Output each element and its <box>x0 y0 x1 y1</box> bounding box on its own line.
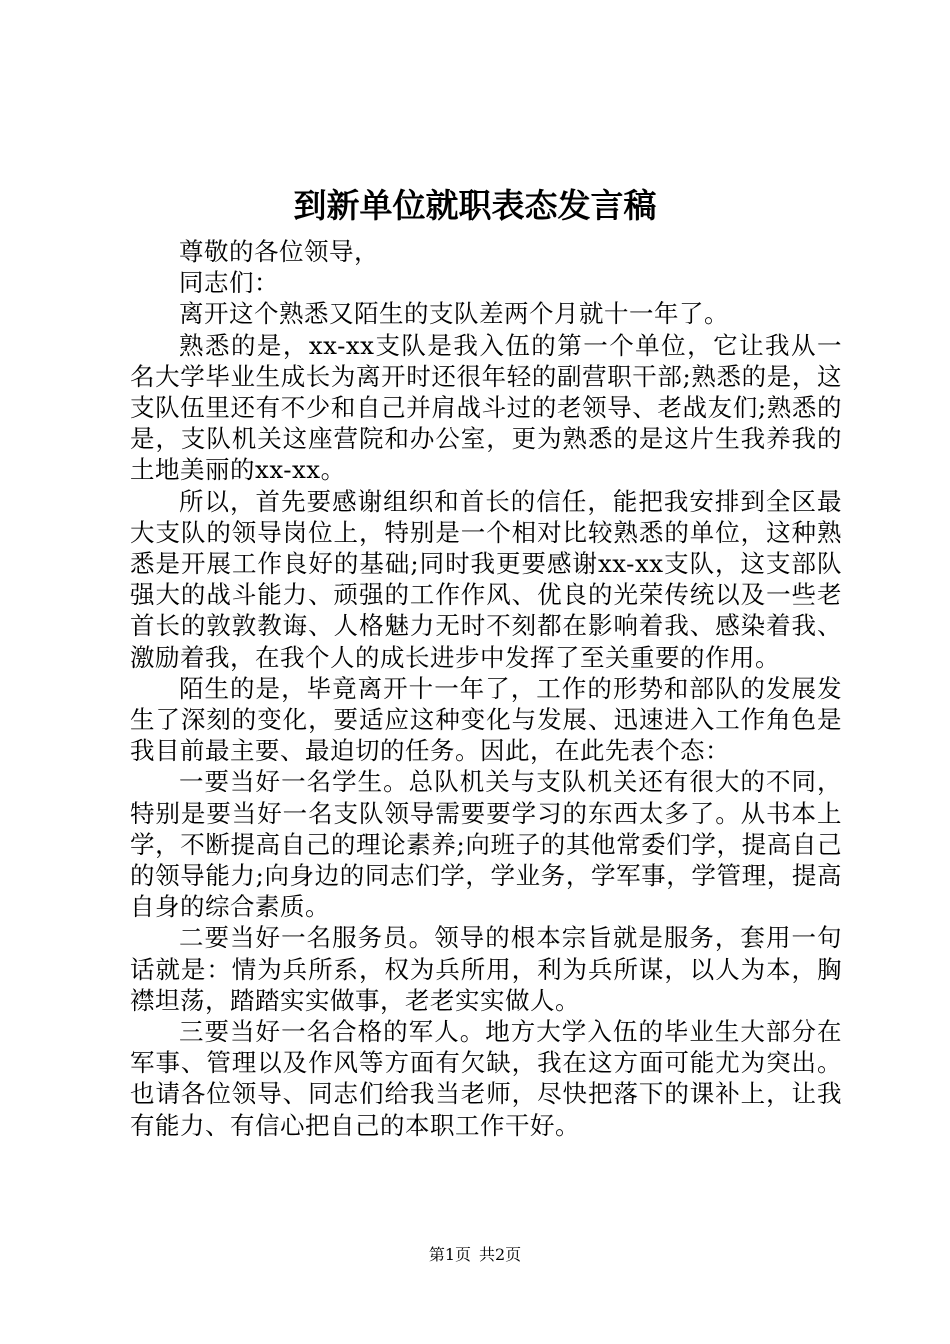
body-paragraph: 三要当好一名合格的军人。地方大学入伍的毕业生大部分在军事、管理以及作风等方面有欠缺，我在这方面可能尤为突出。也请各位领导、同志们给我当老师，尽快把落下的课补上，让我有能力、有信心把自己的本职工作干好。 <box>130 1017 842 1140</box>
page-number-current: 第1页 <box>428 1245 471 1264</box>
salutation-paragraph: 尊敬的各位领导， <box>179 237 379 266</box>
salutation-paragraph: 同志们： <box>179 268 279 298</box>
body-paragraph: 离开这个熟悉又陌生的支队差两个月就十一年了。 <box>179 299 729 329</box>
body-paragraph: 熟悉的是，xx-xx支队是我入伍的第一个单位，它让我从一名大学毕业生成长为离开时还很年轻的副营职干部;熟悉的是，这支队伍里还有不少和自己并肩战斗过的老领导、老战友们;熟悉的是，支队机关这座营院和办公室，更为熟悉的是这片生我养我的土地美丽的xx-xx。 <box>130 330 842 485</box>
body-paragraph: 二要当好一名服务员。领导的根本宗旨就是服务，套用一句话就是：情为兵所系，权为兵所用，利为兵所谋，以人为本，胸襟坦荡，踏踏实实做事，老老实实做人。 <box>130 923 842 1015</box>
page-number-total: 共2页 <box>479 1245 522 1264</box>
body-paragraph: 陌生的是，毕竟离开十一年了，工作的形势和部队的发展发生了深刻的变化，要适应这种变化与发展、迅速进入工作角色是我目前最主要、最迫切的任务。因此，在此先表个态： <box>130 673 842 766</box>
body-paragraph: 一要当好一名学生。总队机关与支队机关还有很大的不同，特别是要当好一名支队领导需要要学习的东西太多了。从书本上学，不断提高自己的理论素养;向班子的其他常委们学，提高自己的领导能力;向身边的同志们学，学业务，学军事，学管理，提高自身的综合素质。 <box>130 767 842 922</box>
document-title: 到新单位就职表态发言稿 <box>293 186 657 225</box>
page-footer <box>0 1244 950 1266</box>
body-paragraph: 所以，首先要感谢组织和首长的信任，能把我安排到全区最大支队的领导岗位上，特别是一个相对比较熟悉的单位，这种熟悉是开展工作良好的基础;同时我更要感谢xx-xx支队，这支部队强大的战斗能力、顽强的工作作风、优良的光荣传统以及一些老首长的敦敦教诲、人格魅力无时不刻都在影响着我、感染着我、激励着我，在我个人的成长进步中发挥了至关重要的作用。 <box>130 486 842 672</box>
document-body <box>130 236 842 1141</box>
